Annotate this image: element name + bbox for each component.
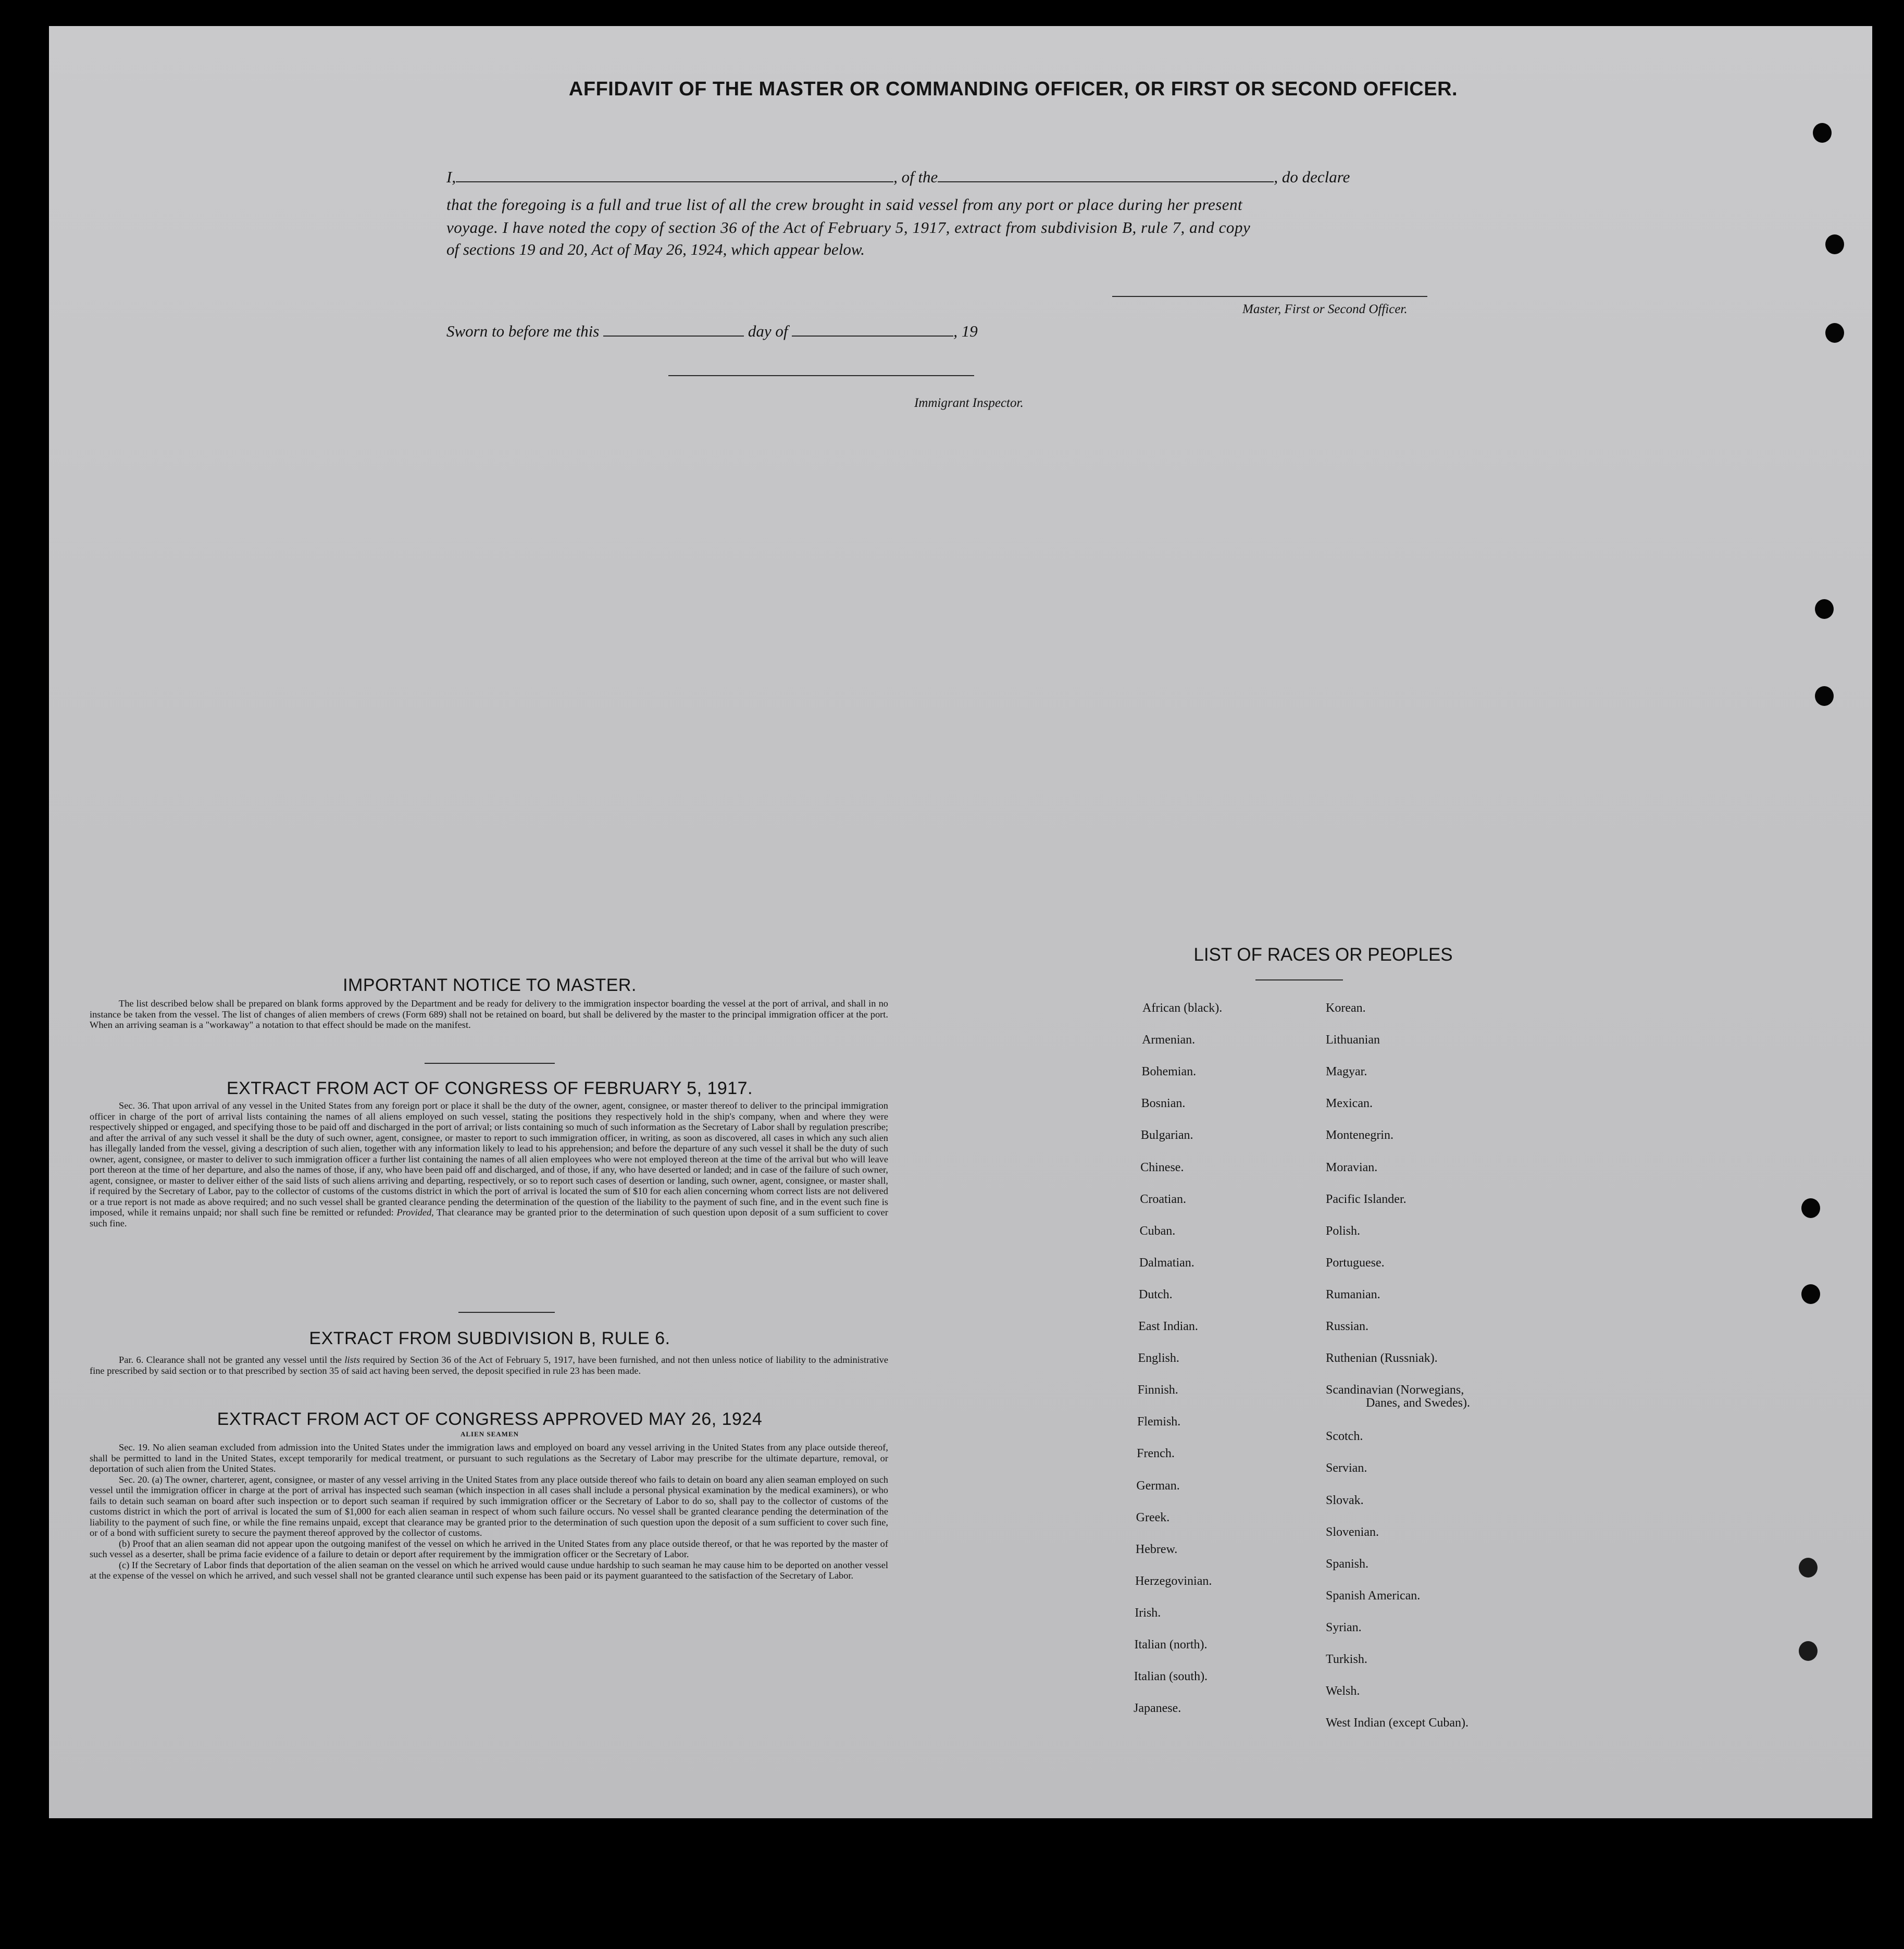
race-item: Portuguese. [1326,1256,1385,1270]
declaration-line-1 [446,168,1488,187]
declaration-line-2: that the foregoing is a full and true list of all the crew brought in said vessel from any port or place during her present [446,195,1243,214]
declaration-i: I, [446,168,456,186]
affidavit-title: AFFIDAVIT OF THE MASTER OR COMMANDING OFFICER, OR FIRST OR SECOND OFFICER. [568,78,1458,100]
race-item: Turkish. [1326,1653,1367,1666]
race-item: Magyar. [1326,1065,1367,1079]
sworn-year: , 19 [953,322,978,340]
section-36-label: Sec. 36. [119,1100,150,1111]
race-item: Dalmatian. [1139,1256,1194,1270]
extract-1924-text [90,1442,888,1581]
section-19-label: Sec. 19. [119,1442,150,1453]
punch-hole [1801,1284,1820,1304]
sworn-day-blank [603,334,744,337]
vessel-blank [938,180,1274,182]
race-item: Japanese. [1134,1702,1181,1716]
punch-hole [1799,1641,1818,1661]
race-item: Syrian. [1326,1620,1362,1634]
race-item: Finnish. [1137,1383,1178,1397]
races-divider [1255,979,1343,980]
declaration-do-declare: , do declare [1274,168,1350,186]
extract-1917-text [90,1100,888,1228]
inspector-signature-label: Immigrant Inspector. [914,396,1024,410]
race-item-continuation: Danes, and Swedes). [1366,1396,1470,1410]
race-item: Montenegrin. [1326,1128,1393,1143]
extract-rule6-text [90,1355,888,1376]
section-divider [458,1312,555,1313]
sworn-line [446,322,1488,341]
section-20b-body: (b) Proof that an alien seaman did not appear upon the outgoing manifest of the vessel on which he arrived in the United States from any place outside thereof, or that he was reported by the master of such vessel as a deserter, shall be prima facie evidence of a failure to detain or deport after requirement by the immigration officer or the Secretary of Labor. [90,1538,888,1559]
race-item: Polish. [1326,1224,1361,1238]
race-item: Rumanian. [1326,1287,1380,1301]
races-title: LIST OF RACES OR PEOPLES [1193,945,1453,965]
section-19-body: No alien seaman excluded from admission into the United States under the immigration laws and employed on board any vessel arriving in the United States from any place outside thereof, shall be permitted to land in the United States, except temporarily for medical treatment, or pursuant to such regulations as the Secretary of Labor may prescribe for the ultimate departure, removal, or deportation of such alien from the United States. [90,1442,888,1474]
race-item: Bohemian. [1141,1065,1197,1079]
declaration-line-4: of sections 19 and 20, Act of May 26, 1924, which appear below. [446,240,865,258]
section-36-end: That clearance may be granted prior to the determination of such question upon deposit of a sum sufficient to cover such fine. [90,1207,888,1228]
race-item: Hebrew. [1135,1542,1178,1556]
inspector-signature-line [668,375,974,376]
race-item: Italian (south). [1134,1670,1208,1684]
declaration-line-3: voyage. I have noted the copy of section 36 of the Act of February 5, 1917, extract from subdivision B, rule 7, and copy [446,218,1251,237]
race-item: Scotch. [1326,1430,1363,1444]
race-item: Mexican. [1326,1097,1373,1111]
race-item: Servian. [1326,1461,1367,1475]
race-item: Bosnian. [1141,1097,1186,1111]
master-signature-line [1112,296,1427,297]
race-item: Slovak. [1326,1493,1364,1507]
race-item: Croatian. [1140,1192,1186,1206]
punch-hole [1815,686,1834,706]
extract-rule6-title: EXTRACT FROM SUBDIVISION B, RULE 6. [309,1329,670,1348]
declaration-of-the: , of the [893,168,938,186]
race-item: Slovenian. [1326,1525,1379,1539]
race-item: Armenian. [1142,1033,1196,1047]
section-20c-body: (c) If the Secretary of Labor finds that deportation of the alien seaman on the vessel on which he arrived would cause undue hardship to such seaman he may cause him to be deported on another vessel at the expense of the vessel on which he arrived, and such vessel shall not be granted clearance until such expense has been paid or its payment guaranteed to the satisfaction of the Secretary of Labor. [90,1559,888,1581]
alien-seamen-heading: ALIEN SEAMEN [460,1430,519,1438]
race-item: Welsh. [1326,1684,1360,1698]
race-item: Flemish. [1137,1415,1181,1429]
extract-1924-title: EXTRACT FROM ACT OF CONGRESS APPROVED MAY 26, 1924 [217,1409,763,1429]
race-item: English. [1138,1351,1179,1365]
race-item: Scandinavian (Norwegians, [1326,1383,1464,1397]
race-item: Russian. [1326,1320,1369,1333]
sworn-day-of: day of [748,322,788,340]
race-item: West Indian (except Cuban). [1326,1716,1469,1730]
provided-word: Provided, [396,1207,434,1218]
notice-title: IMPORTANT NOTICE TO MASTER. [343,975,637,995]
race-item: Spanish American. [1326,1588,1421,1603]
sworn-month-blank [792,334,953,337]
extract-1917-title: EXTRACT FROM ACT OF CONGRESS OF FEBRUARY 5, 1917. [226,1078,753,1098]
rule6-text-b: required by Section 36 of the Act of February 5, 1917, have been furnished, and not then unless notice of liability to the administrative fine prescribed by said section or to that prescribed by section 35 of said act having been served, the deposit specified in rule 23 has been made. [90,1355,888,1376]
race-item: Herzegovinian. [1135,1574,1212,1588]
notice-body: The list described below shall be prepared on blank forms approved by the Department and be ready for delivery to the immigration inspector boarding the vessel at the port of arrival, and shall in no instance be taken from the vessel. The list of changes of alien members of crews (Form 689) shall not be retained on board, but shall be delivered by the master to the principal immigration officer at the port. When an arriving seaman is a "workaway" a notation to that effect should be made on the manifest. [90,998,888,1030]
notice-text [90,998,888,1031]
race-item: Cuban. [1139,1224,1176,1238]
race-item: Dutch. [1139,1287,1173,1301]
punch-hole [1825,234,1844,254]
race-item: Pacific Islander. [1326,1192,1407,1206]
punch-hole [1815,599,1834,619]
punch-hole [1813,123,1832,143]
race-item: German. [1136,1479,1180,1493]
race-item: Moravian. [1326,1160,1378,1174]
lists-word: lists [344,1355,360,1365]
section-36-body: That upon arrival of any vessel in the United States from any foreign port or place it shall be the duty of the owner, agent, consignee, or master thereof to deliver to the principal immigration officer in charge of the port of arrival lists containing the names of all aliens employed on such vessel, stating the positions they respectively hold in the ship's company, when and where they were respectively shipped or engaged, and specifying those to be paid off and discharged in the port of arrival; or lists containing so much of such information as the Secretary of Labor shall by regulation prescribe; and after the arrival of any such vessel it shall be the duty of such owner, agent, consignee, or master to report to such immigration officer, in writing, as soon as discovered, all cases in which any such alien has illegally landed from the vessel, giving a description of such alien, together with any information likely to lead to his apprehension; and before the departure of any such vessel it shall be the duty of such owner, agent, consignee, or master to deliver to such immigration officer a further list containing the names of all alien employees who were not employed thereon at the time of the arrival but who will leave port thereon at the time of her departure, and also the names of those, if any, who have been paid off and discharged, and of those, if any, who have deserted or landed; and in case of the failure of such owner, agent, consignee, or master to deliver either of the said lists of such aliens arriving and departing, respectively, or so to report such cases of desertion or landing, such owner, agent, consignee, or master shall, if required by the Secretary of Labor, pay to the collector of customs of the customs district in which the port of arrival is located the sum of $10 for each alien concerning whom correct lists are not delivered or a true report is not made as above required; and no such vessel shall be granted clearance pending the determination of the question of the liability to the payment of such fine, and in the event such fine is imposed, while it remains unpaid; nor shall such fine be remitted or refunded: [90,1100,888,1218]
race-item: East Indian. [1138,1320,1198,1333]
section-20-label: Sec. 20. [119,1474,150,1485]
rule6-text-a: Par. 6. Clearance shall not be granted any vessel until the [119,1355,342,1365]
master-signature-label: Master, First or Second Officer. [1242,302,1408,316]
punch-hole [1825,323,1844,343]
race-item: Korean. [1326,1001,1366,1015]
race-item: Chinese. [1140,1160,1184,1174]
race-item: French. [1137,1447,1175,1461]
race-item: Bulgarian. [1140,1128,1193,1143]
race-item: Spanish. [1326,1557,1369,1571]
race-item: Ruthenian (Russniak). [1326,1351,1438,1365]
race-item: Irish. [1135,1606,1161,1620]
section-20a-body: (a) The owner, charterer, agent, consignee, or master of any vessel arriving in the United States from any place outside thereof who fails to detain on board any alien seaman employed on such vessel until the immigration officer in charge at the port of arrival has inspected such seaman (which inspection in all cases shall include a personal physical examination by the medical examiners), or who fails to detain such seaman on board after such inspection or to deport such seaman if required by such immigration officer or the Secretary of Labor to do so, shall pay to the collector of customs of the customs district in which the port of arrival is located the sum of $1,000 for each alien seaman in respect of whom such failure occurs. No vessel shall be granted clearance pending the determination of the liability to the payment of such fine, or while the fine remains unpaid, except that clearance may be granted prior to the determination of such question upon the deposit of a sum sufficient to cover such fine, or of a bond with sufficient surety to secure the payment thereof approved by the collector of customs. [90,1474,888,1538]
section-divider [425,1063,555,1064]
punch-hole [1799,1558,1818,1578]
punch-hole [1801,1198,1820,1218]
race-item: Greek. [1136,1510,1170,1524]
sworn-prefix: Sworn to before me this [446,322,600,340]
race-item: African (black). [1142,1001,1223,1015]
name-blank [456,180,893,182]
race-item: Lithuanian [1326,1033,1380,1047]
race-item: Italian (north). [1134,1638,1208,1652]
